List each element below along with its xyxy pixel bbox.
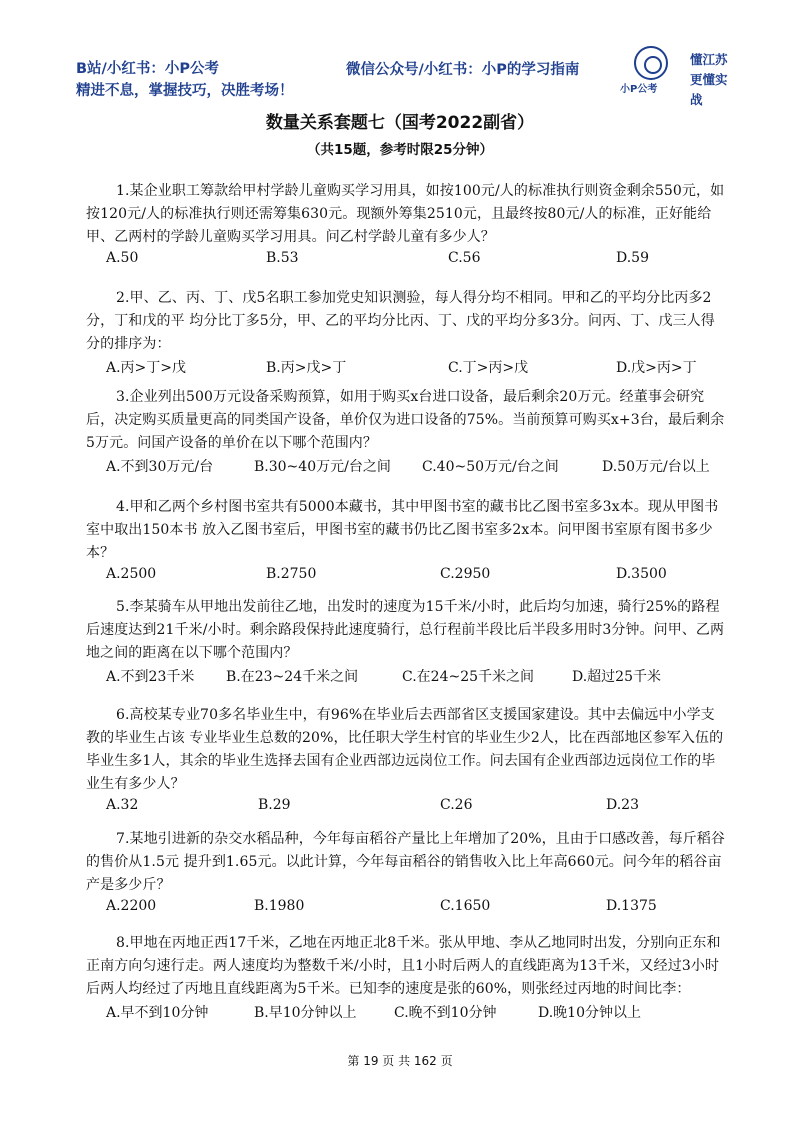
option-row [86,566,726,588]
option-b: B.30~40万元/台之间 [254,459,391,475]
option-row [86,898,726,920]
question-7 [86,828,726,920]
brand-logo [620,46,730,107]
option-row [86,250,726,272]
question-3 [86,386,726,478]
page-number: 第 19 页 共 162 页 [347,1054,453,1068]
option-d: D.戊>丙>丁 [616,360,697,376]
question-6 [86,704,726,819]
logo-emblem-icon [634,46,668,80]
option-b: B.在23~24千米之间 [226,669,359,685]
logo-slogan-line1: 懂江苏 [690,52,728,67]
header-middle: 微信公众号/小红书：小P的学习指南 [346,62,580,78]
option-b: B.29 [258,797,291,813]
page-title: 数量关系套题七（国考2022副省） [265,113,535,133]
question-stem: 3.企业列出500万元设备采购预算，如用于购买x台进口设备，最后剩余20万元。经董事会研究后，决定购买质量更高的同类国产设备，单价仅为进口设备的75%。当前预算可购买x+3台，最后剩余5万元。问国产设备的单价在以下哪个范围内？ [86,389,725,451]
question-stem: 5.李某骑车从甲地出发前往乙地，出发时的速度为15千米/小时，此后均匀加速，骑行25%的路程后速度达到21千米/小时。剩余路段保持此速度骑行，总行程前半段比后半段多用时3分钟。问甲、乙两地之间的距离在以下哪个范围内？ [86,599,725,661]
option-d: D.1375 [606,898,657,914]
question-1 [86,180,726,272]
option-b: B.早10分钟以上 [254,1005,357,1021]
option-a: A.2200 [106,898,157,914]
question-2 [86,287,726,379]
logo-slogan-line2: 更懂实战 [690,72,728,107]
option-d: D.23 [606,797,639,813]
option-b: B.53 [266,250,299,266]
question-stem: 7.某地引进新的杂交水稻品种，今年每亩稻谷产量比上年增加了20%，且由于口感改善，每斤稻谷的售价从1.5元 提升到1.65元。以此计算，今年每亩稻谷的销售收入比上年高660元。问今年的稻谷亩产是多少斤？ [86,831,725,893]
header-left-line2: 精进不息，掌握技巧，决胜考场！ [76,83,294,99]
option-c: C.1650 [440,898,491,914]
page-subtitle: （共15题，参考时限25分钟） [306,142,494,158]
option-c: C.2950 [440,566,491,582]
option-row [86,1002,726,1024]
question-stem: 6.高校某专业70多名毕业生中，有96%在毕业后去西部省区支援国家建设。其中去偏远中小学支教的毕业生占该 专业毕业生总数的20%，比任职大学生村官的毕业生少2人，比在西部地区参军入伍的毕业生多1人，其余的毕业生选择去国有企业西部边远岗位工作。问去国有企业西部边远岗位工作的毕业生有多少人？ [86,707,724,792]
logo-slogan [690,50,730,110]
option-c: C.26 [440,797,473,813]
option-a: A.不到23千米 [106,669,195,685]
option-b: B.丙>戊>丁 [266,360,347,376]
question-8 [86,932,726,1024]
question-4 [86,496,726,588]
option-c: C.在24~25千米之间 [402,669,535,685]
option-d: D.3500 [616,566,667,582]
option-c: C.56 [448,250,481,266]
question-stem: 8.甲地在丙地正西17千米，乙地在丙地正北8千米。张从甲地、李从乙地同时出发，分别向正东和正南方向匀速行走。两人速度均为整数千米/小时，且1小时后两人的直线距离为13千米，又经过3小时后两人均经过了丙地且直线距离为5千米。已知李的速度是张的60%，则张经过丙地的时间比李： [86,935,721,997]
option-row [86,797,726,819]
question-stem: 1.某企业职工筹款给甲村学龄儿童购买学习用具，如按100元/人的标准执行则资金剩余550元，如按120元/人的标准执行则还需筹集630元。现额外筹集2510元，且最终按80元/人的标准，正好能给甲、乙两村的学龄儿童购买学习用具。问乙村学龄儿童有多少人？ [86,183,725,245]
header-left [76,58,294,102]
option-a: A.不到30万元/台 [106,459,214,475]
option-b: B.1980 [254,898,305,914]
option-row [86,456,726,478]
option-d: D.59 [616,250,649,266]
option-a: A.50 [106,250,139,266]
option-d: D.50万元/台以上 [602,459,710,475]
option-row [86,666,726,688]
option-d: D.晚10分钟以上 [538,1005,641,1021]
option-a: A.早不到10分钟 [106,1005,209,1021]
question-stem: 4.甲和乙两个乡村图书室共有5000本藏书，其中甲图书室的藏书比乙图书室多3x本。现从甲图书室中取出150本书 放入乙图书室后，甲图书室的藏书仍比乙图书室多2x本。问甲图书室原有图书多少本？ [86,499,719,561]
question-stem: 2.甲、乙、丙、丁、戊5名职工参加党史知识测验，每人得分均不相同。甲和乙的平均分比丙多2分，丁和戊的平 均分比丁多5分，甲、乙的平均分比丙、丁、戊的平均分多3分。问丙、丁、戊三人得分的排序为： [86,290,715,352]
logo-small-text: 小P公考 [620,84,658,95]
question-5 [86,596,726,688]
option-c: C.丁>丙>戊 [448,360,529,376]
option-b: B.2750 [266,566,317,582]
option-row [86,357,726,379]
option-a: A.32 [106,797,139,813]
option-c: C.晚不到10分钟 [394,1005,497,1021]
option-a: A.2500 [106,566,157,582]
header-left-line1: B站/小红书：小P公考 [76,61,219,77]
option-a: A.丙>丁>戊 [106,360,187,376]
option-c: C.40~50万元/台之间 [422,459,559,475]
option-d: D.超过25千米 [572,669,661,685]
